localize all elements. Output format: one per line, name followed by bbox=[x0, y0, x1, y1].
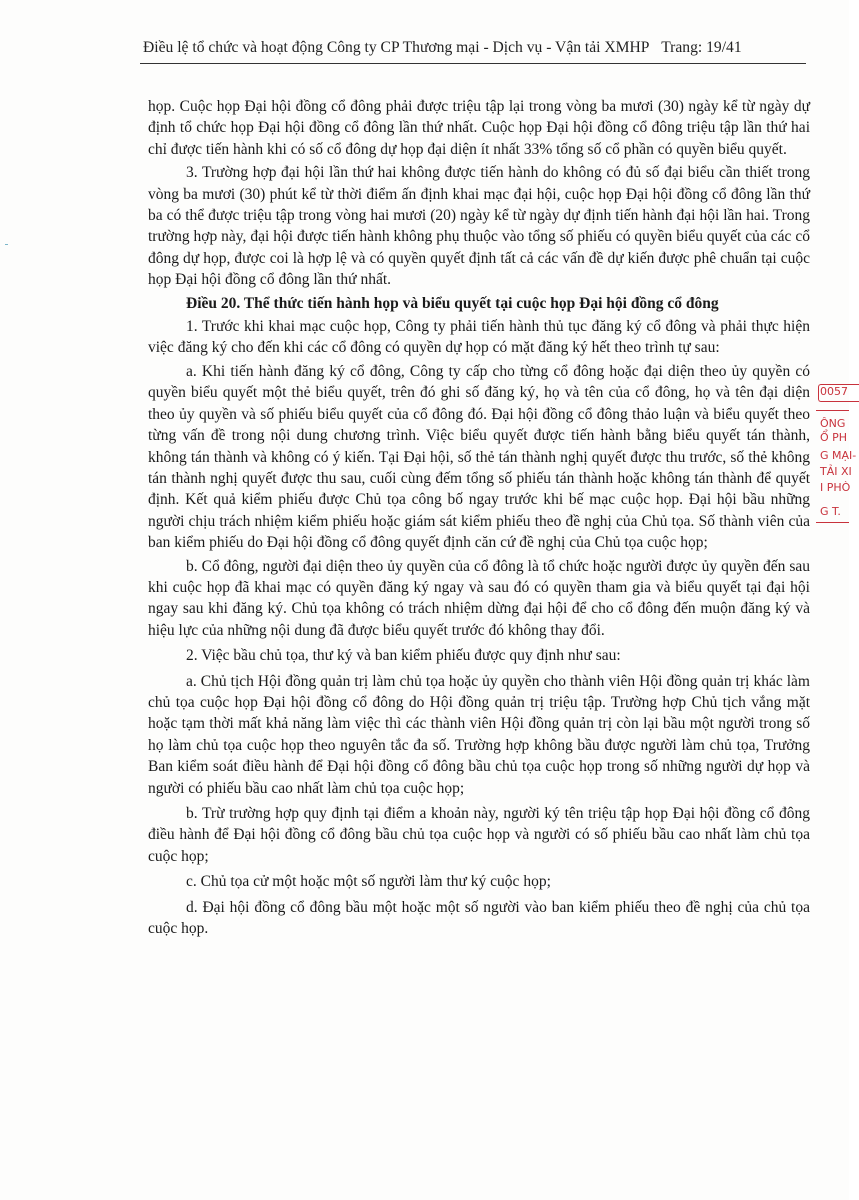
paragraph-clause-1b: b. Cổ đông, người đại diện theo ủy quyền của cổ đông là tổ chức hoặc người được ủy quyền đến sau khi cuộc họp đã khai mạc có quyền đăng ký ngay và sau đó có quyền tham gia và biểu quyết tại đại hội ngay sau khi đăng ký. Chủ tọa không có trách nhiệm dừng đại hội để cho cổ đông đến muộn đăng ký và hiệu lực của những nội dung đã được biểu quyết trước đó không thay đổi. bbox=[148, 557, 810, 639]
company-seal-stamp bbox=[814, 384, 857, 534]
header-page-number: Trang: 19/41 bbox=[661, 39, 742, 56]
header-title: Điều lệ tổ chức và hoạt động Công ty CP Thương mại - Dịch vụ - Vận tải XMHP bbox=[143, 39, 650, 56]
paragraph-clause-2d: d. Đại hội đồng cổ đông bầu một hoặc một số người vào ban kiểm phiếu theo đề nghị của chủ tọa cuộc họp. bbox=[148, 898, 810, 938]
stamp-line: Ổ PH bbox=[820, 431, 848, 444]
header-rule bbox=[140, 63, 806, 64]
stamp-line: 0057 bbox=[820, 385, 848, 398]
margin-mark bbox=[5, 244, 8, 245]
page-header bbox=[143, 38, 803, 58]
paragraph-clause-2a: a. Chủ tịch Hội đồng quản trị làm chủ tọa hoặc ủy quyền cho thành viên Hội đồng quản trị khác làm chủ tọa cuộc họp Đại hội đồng cổ đông do Hội đồng quản trị triệu tập. Trường hợp Chủ tịch vắng mặt hoặc tạm thời mất khả năng làm việc thì các thành viên Hội đồng quản trị còn lại bầu một người trong số họ làm chủ tọa cuộc họp theo nguyên tắc đa số. Trường hợp không bầu được người làm chủ tọa, Trưởng Ban kiểm soát điều hành để Đại hội đồng cổ đông bầu chủ tọa cuộc họp trong số những người dự họp và người có phiếu bầu cao nhất làm chủ tọa cuộc họp; bbox=[148, 672, 810, 797]
stamp-line: TẢI XI bbox=[820, 465, 852, 478]
stamp-arc bbox=[816, 522, 849, 523]
paragraph-clause-1: 1. Trước khi khai mạc cuộc họp, Công ty phải tiến hành thủ tục đăng ký cổ đông và phải thực hiện việc đăng ký cho đến khi các cổ đông có quyền dự họp có mặt đăng ký hết theo trình tự sau: bbox=[148, 318, 810, 357]
article-20-heading: Điều 20. Thể thức tiến hành họp và biểu quyết tại cuộc họp Đại hội đồng cổ đông bbox=[186, 294, 719, 312]
paragraph-clause-1a: a. Khi tiến hành đăng ký cổ đông, Công ty cấp cho từng cổ đông hoặc đại diện theo ủy quyền có quyền biểu quyết một thẻ biểu quyết, trên đó ghi số đăng ký, họ và tên của cổ đông, họ và tên đại diện theo ủy quyền và số phiếu biểu quyết của cổ đông đó. Đại hội đồng cổ đông thảo luận và biểu quyết theo từng vấn đề trong nội dung chương trình. Việc biểu quyết được tiến hành bằng biểu quyết tán thành, không tán thành và không có ý kiến. Tại Đại hội, số thẻ tán thành nghị quyết được thu trước, số thẻ không tán thành nghị quyết được thu sau, cuối cùng đếm tổng số phiếu tán thành hoặc không tán thành để quyết định. Kết quả kiểm phiếu được Chủ tọa công bố ngay trước khi bế mạc cuộc họp. Đại hội bầu những người chịu trách nhiệm kiểm phiếu hoặc giám sát kiểm phiếu theo đề nghị của Chủ tọa. Số thành viên của ban kiểm phiếu do Đại hội đồng cổ đông quyết định căn cứ đề nghị của Chủ tọa cuộc họp; bbox=[148, 362, 810, 552]
paragraph-clause-3: 3. Trường hợp đại hội lần thứ hai không được tiến hành do không có đủ số đại biểu cần thiết trong vòng ba mươi (30) phút kể từ thời điểm ấn định khai mạc đại hội, cuộc họp Đại hội đồng cổ đông lần thứ ba có thể được triệu tập trong vòng hai mươi (20) ngày kể từ ngày dự định tiến hành đại hội lần hai. Trong trường hợp này, đại hội được tiến hành không phụ thuộc vào tổng số phiếu có quyền biểu quyết của các cổ đông dự họp, được coi là hợp lệ và có quyền quyết định tất cả các vấn đề dự kiến được phê chuẩn tại cuộc họp Đại hội đồng cổ đông lần thứ nhất. bbox=[148, 164, 810, 289]
stamp-line: G T. bbox=[820, 505, 841, 518]
stamp-line: G MẠI- bbox=[820, 449, 857, 462]
stamp-arc bbox=[816, 410, 849, 411]
paragraph-clause-2b: b. Trừ trường hợp quy định tại điểm a khoản này, người ký tên triệu tập họp Đại hội đồng cổ đông điều hành để Đại hội đồng cổ đông bầu chủ tọa cuộc họp và người có số phiếu bầu cao nhất làm chủ tọa cuộc họp; bbox=[148, 805, 810, 865]
stamp-line: ÔNG bbox=[820, 417, 846, 430]
paragraph-continued: họp. Cuộc họp Đại hội đồng cổ đông phải được triệu tập lại trong vòng ba mươi (30) ngày kể từ ngày dự định tổ chức họp Đại hội đồng cổ đông lần thứ nhất. Cuộc họp Đại hội đồng cổ đông triệu tập lần thứ hai chỉ được tiến hành khi có số cổ đông dự họp đại diện ít nhất 33% tổng số cổ phần có quyền biểu quyết. bbox=[148, 98, 810, 158]
document-body bbox=[148, 96, 810, 941]
stamp-line: I PHÒ bbox=[820, 481, 851, 494]
paragraph-clause-2c: c. Chủ tọa cử một hoặc một số người làm thư ký cuộc họp; bbox=[186, 873, 551, 891]
paragraph-clause-2: 2. Việc bầu chủ tọa, thư ký và ban kiểm phiếu được quy định như sau: bbox=[186, 647, 621, 665]
